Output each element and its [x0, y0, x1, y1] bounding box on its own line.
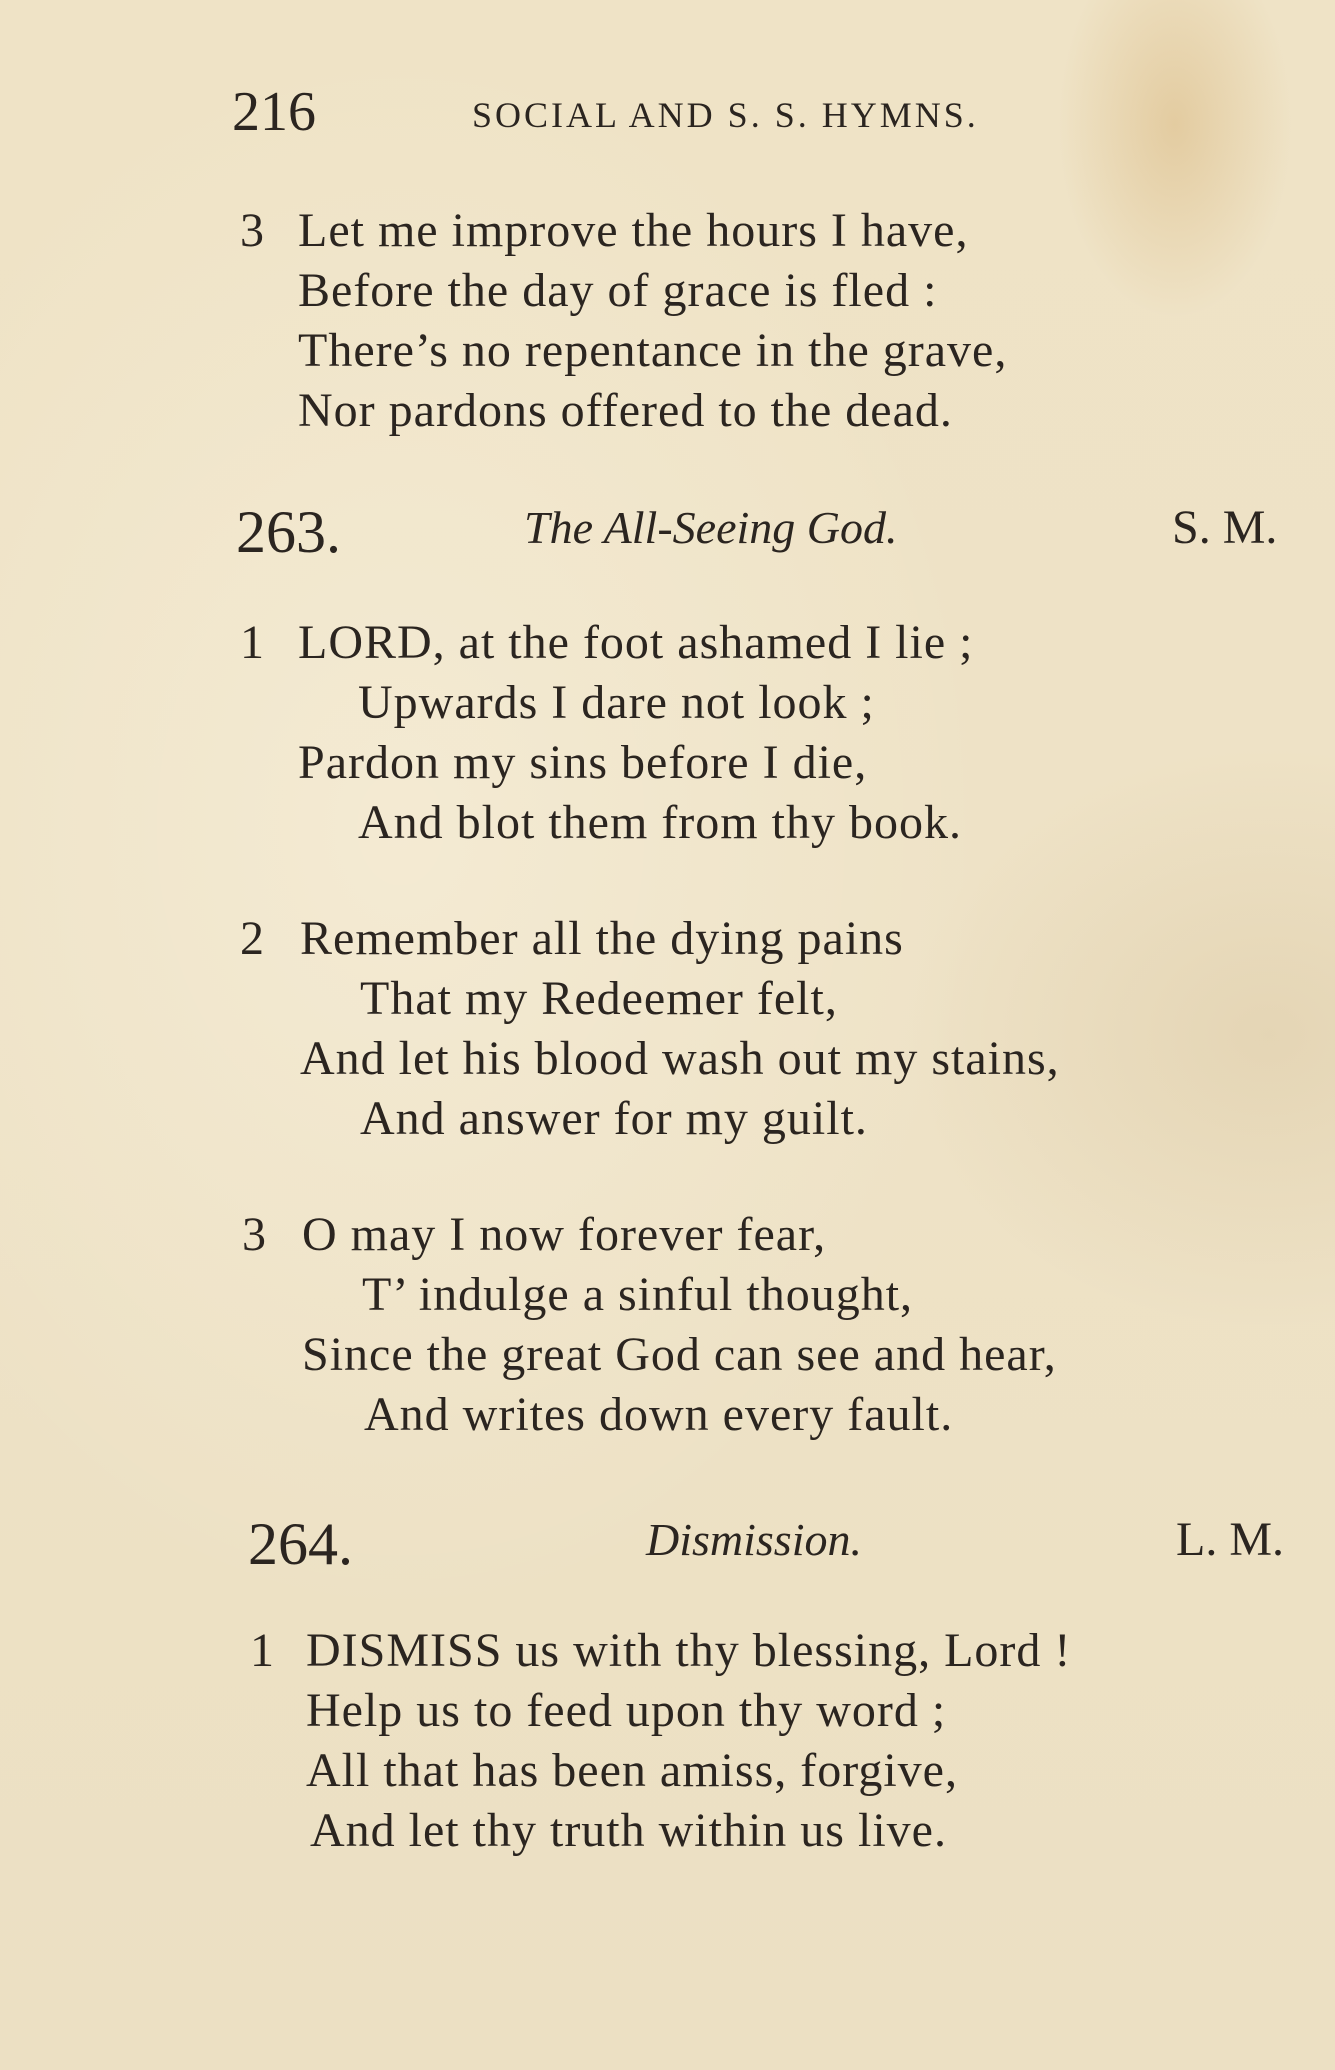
page-header [232, 82, 1072, 142]
hymn-meter: L. M. [1176, 1513, 1284, 1566]
hymn-number: 263. [236, 499, 341, 565]
verse-line: And let his blood wash out my stains, [300, 1032, 1060, 1085]
stanza-number: 3 [242, 1208, 266, 1261]
verse-line: Help us to feed upon thy word ; [306, 1684, 947, 1737]
stanza-number: 3 [240, 204, 264, 257]
hymn-meter: S. M. [1172, 501, 1278, 554]
verse-line: And blot them from thy book. [358, 796, 962, 849]
verse-line: There’s no repentance in the grave, [298, 324, 1008, 377]
verse-line: Pardon my sins before I die, [298, 736, 868, 789]
page-number: 216 [232, 81, 316, 143]
stanza-number: 2 [240, 912, 264, 965]
verse-line: T’ indulge a sinful thought, [362, 1268, 914, 1321]
verse-line: And answer for my guilt. [360, 1092, 868, 1145]
verse-line: Before the day of grace is fled : [298, 264, 938, 317]
verse-line: That my Redeemer felt, [360, 972, 838, 1025]
verse-line: And let thy truth within us live. [310, 1804, 947, 1857]
verse-line: Remember all the dying pains [300, 912, 904, 965]
verse-line: Since the great God can see and hear, [302, 1328, 1057, 1381]
stanza-number: 1 [240, 616, 264, 669]
hymn-title: Dismission. [646, 1514, 862, 1565]
verse-line: O may I now forever fear, [302, 1208, 827, 1261]
verse-line: All that has been amiss, forgive, [306, 1744, 958, 1797]
hymn-title: The All-Seeing God. [524, 502, 898, 553]
running-head: SOCIAL AND S. S. HYMNS. [472, 95, 979, 135]
verse-line: And writes down every fault. [364, 1388, 954, 1441]
stanza-number: 1 [250, 1624, 274, 1677]
verse-line: LORD, at the foot ashamed I lie ; [298, 616, 974, 669]
hymn-number: 264. [248, 1511, 353, 1577]
verse-line: Let me improve the hours I have, [298, 204, 969, 257]
verse-line: DISMISS us with thy blessing, Lord ! [306, 1624, 1072, 1677]
verse-line: Upwards I dare not look ; [358, 676, 875, 729]
verse-line: Nor pardons offered to the dead. [298, 384, 953, 437]
